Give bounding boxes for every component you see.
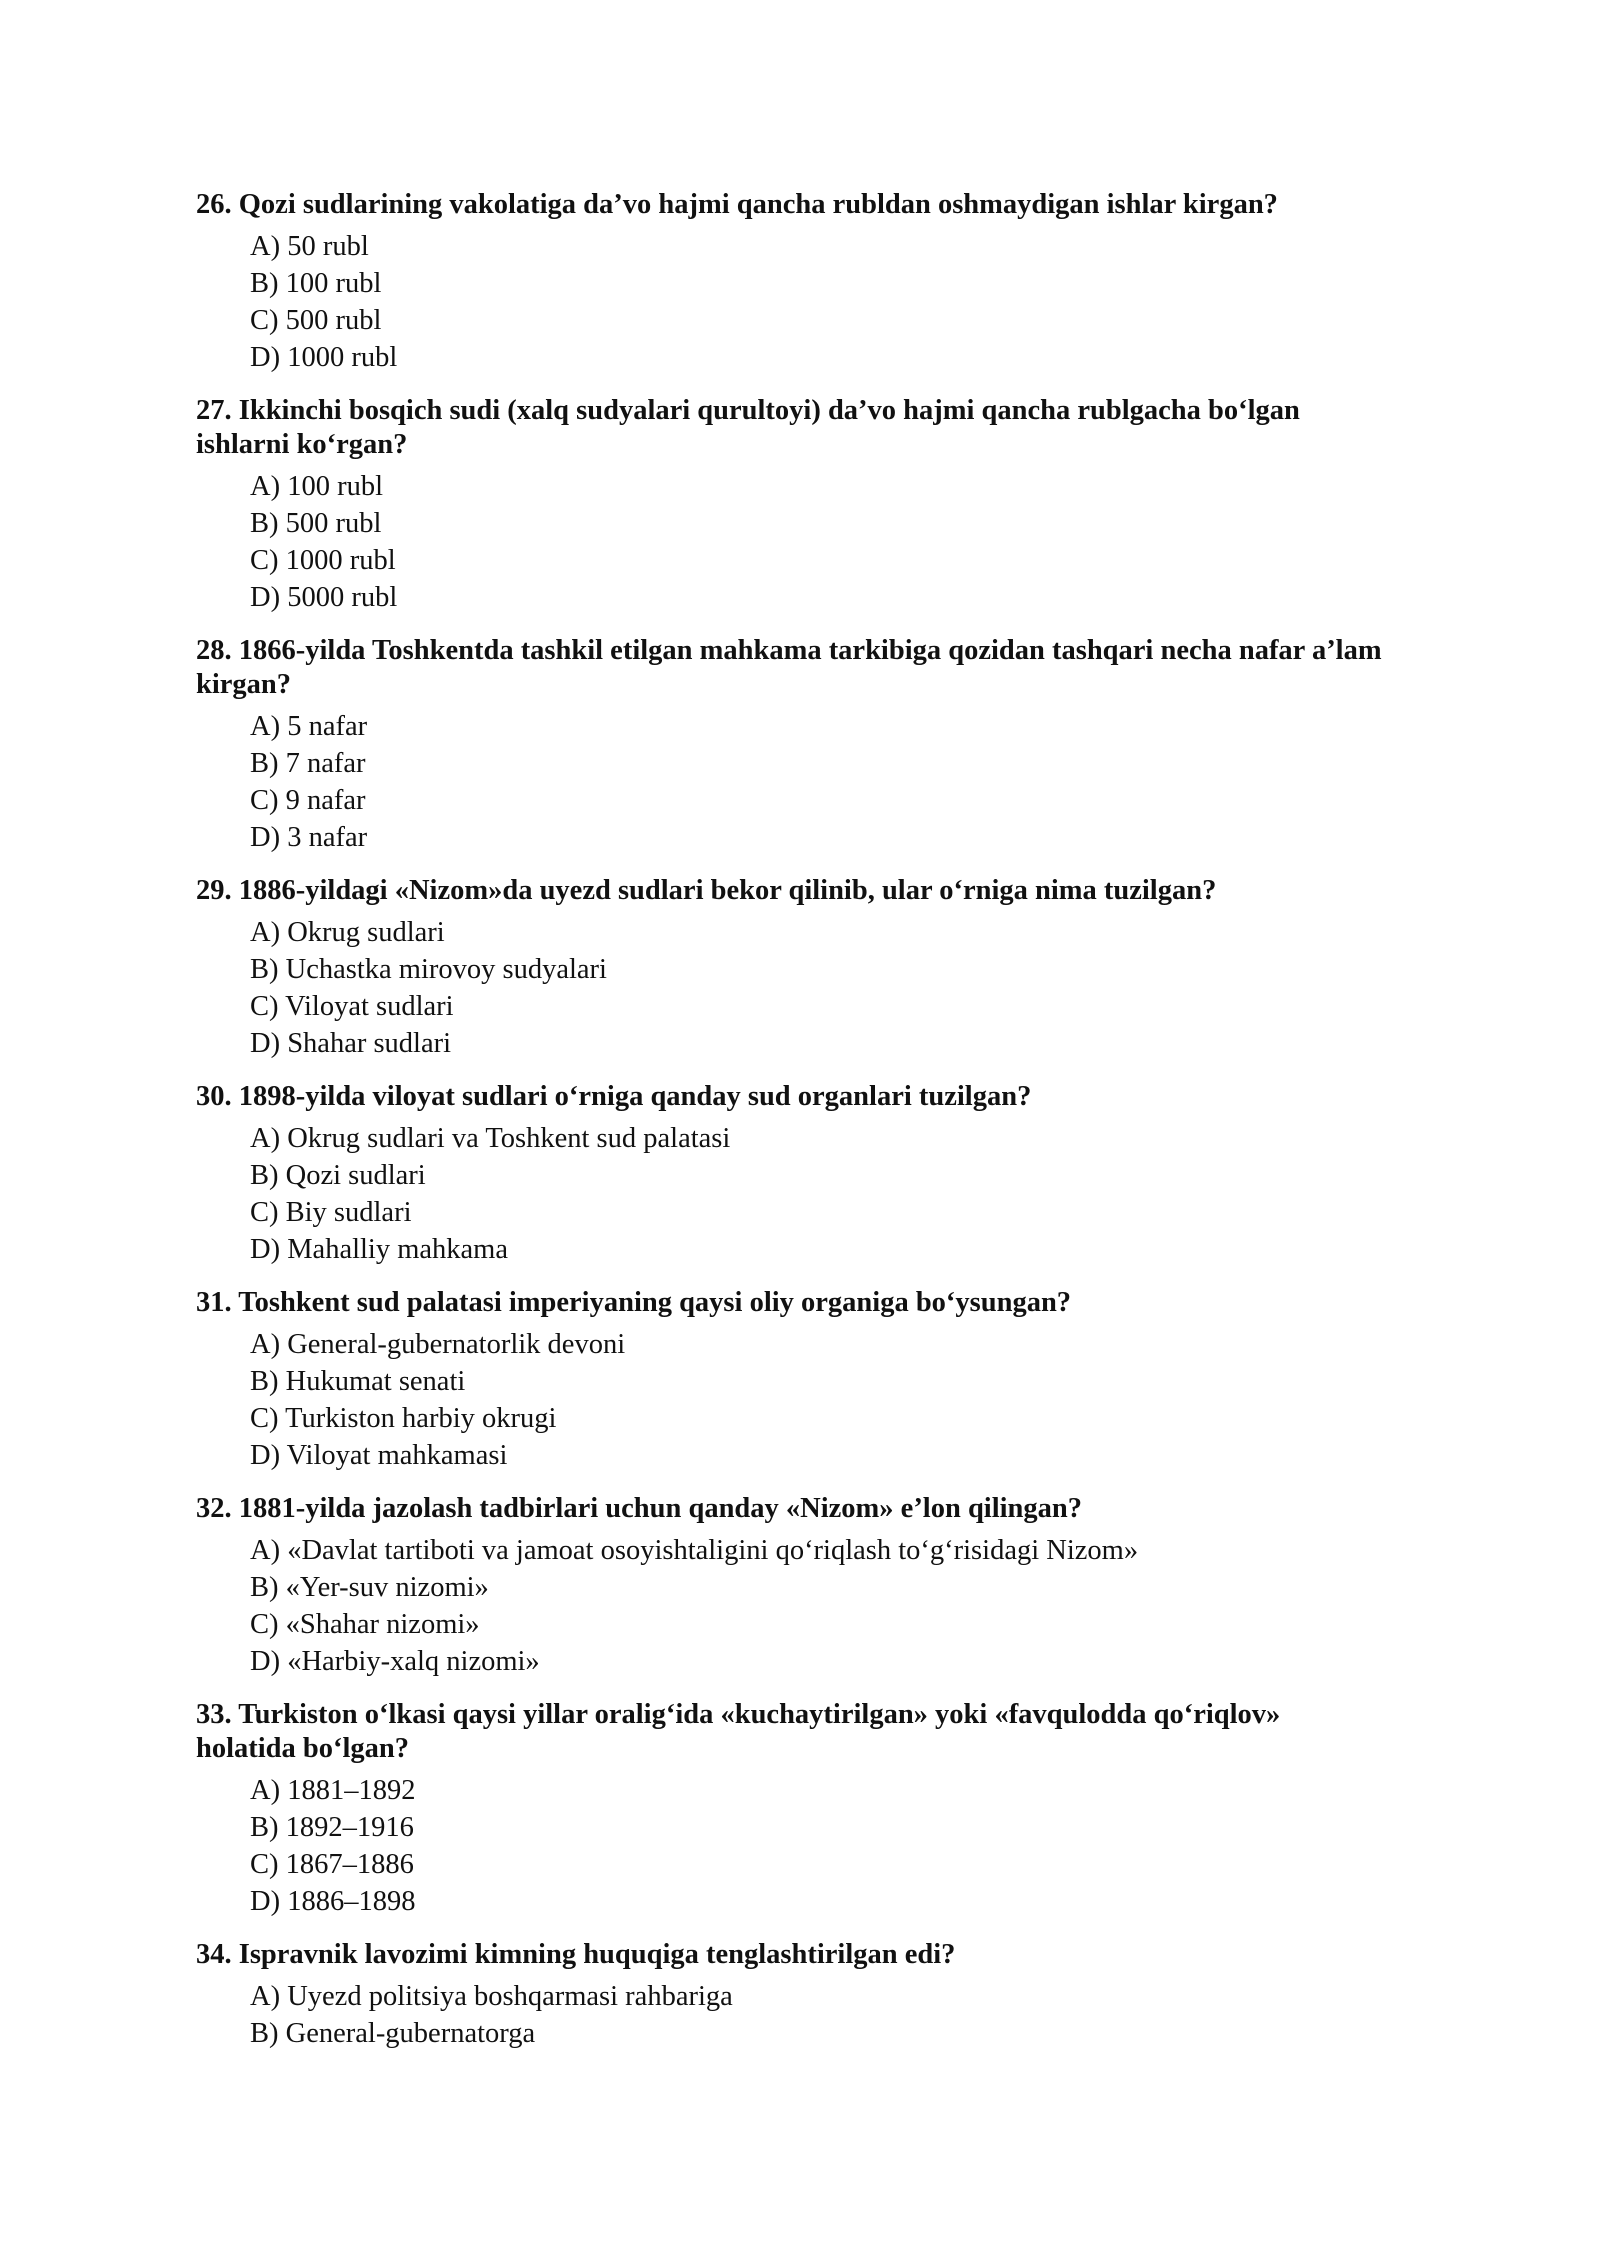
answer-option-a: A) 100 rubl [250, 471, 383, 502]
answer-option-a: A) 1881–1892 [250, 1775, 416, 1806]
question-text: Toshkent sud palatasi imperiyaning qaysi oliy organiga bo‘ysungan? [238, 1287, 1072, 1318]
answer-option-a: A) Uyezd politsiya boshqarmasi rahbariga [250, 1981, 733, 2012]
answer-option-b: B) Qozi sudlari [250, 1160, 426, 1191]
question-33 [196, 1698, 1386, 1920]
answer-options [196, 1532, 1386, 1680]
answer-option-c: C) 9 nafar [250, 785, 366, 816]
question-title [196, 1698, 1386, 1766]
answer-option-b: B) «Yer-suv nizomi» [250, 1572, 489, 1603]
answer-option-d: D) 1000 rubl [250, 342, 398, 373]
answer-option-b: B) 500 rubl [250, 508, 382, 539]
question-text: 1886-yildagi «Nizom»da uyezd sudlari bekor qilinib, ular o‘rniga nima tuzilgan? [238, 875, 1217, 906]
answer-option-b: B) 100 rubl [250, 268, 382, 299]
answer-option-a: A) 50 rubl [250, 231, 369, 262]
answer-option-b: B) General-gubernatorga [250, 2018, 536, 2049]
question-text: Ispravnik lavozimi kimning huquqiga tenglashtirilgan edi? [238, 1939, 956, 1970]
question-number: 27. [196, 395, 232, 426]
answer-option-b: B) 1892–1916 [250, 1812, 414, 1843]
question-29 [196, 874, 1386, 1062]
answer-option-b: B) Hukumat senati [250, 1366, 466, 1397]
question-number: 33. [196, 1699, 232, 1730]
answer-option-d: D) 5000 rubl [250, 582, 398, 613]
answer-option-d: D) 1886–1898 [250, 1886, 416, 1917]
answer-option-c: C) 1000 rubl [250, 545, 396, 576]
question-number: 30. [196, 1081, 232, 1112]
answer-option-d: D) 3 nafar [250, 822, 368, 853]
answer-option-a: A) «Davlat tartiboti va jamoat osoyishtaligini qo‘riqlash to‘g‘risidagi Nizom» [250, 1535, 1139, 1566]
answer-options [196, 228, 1386, 376]
answer-options [196, 1120, 1386, 1268]
question-30 [196, 1080, 1386, 1268]
document-page [196, 188, 1386, 2070]
question-title [196, 1286, 1386, 1320]
question-title [196, 1080, 1386, 1114]
answer-option-c: C) 500 rubl [250, 305, 382, 336]
question-number: 32. [196, 1493, 232, 1524]
question-text: 1898-yilda viloyat sudlari o‘rniga qanday sud organlari tuzilgan? [238, 1081, 1032, 1112]
answer-option-c: C) 1867–1886 [250, 1849, 414, 1880]
answer-option-c: C) Turkiston harbiy okrugi [250, 1403, 557, 1434]
answer-option-d: D) «Harbiy-xalq nizomi» [250, 1646, 540, 1677]
question-text: Ikkinchi bosqich sudi (xalq sudyalari qurultoyi) da’vo hajmi qancha rublgacha bo‘lgan ishlarni ko‘rgan? [196, 395, 1300, 460]
answer-options [196, 1326, 1386, 1474]
answer-option-a: A) 5 nafar [250, 711, 368, 742]
question-number: 29. [196, 875, 232, 906]
answer-option-c: C) Biy sudlari [250, 1197, 412, 1228]
answer-option-a: A) Okrug sudlari va Toshkent sud palatasi [250, 1123, 731, 1154]
question-title [196, 874, 1386, 908]
answer-option-c: C) «Shahar nizomi» [250, 1609, 480, 1640]
question-number: 28. [196, 635, 232, 666]
question-number: 26. [196, 189, 232, 220]
answer-option-a: A) General-gubernatorlik devoni [250, 1329, 626, 1360]
answer-option-d: D) Shahar sudlari [250, 1028, 452, 1059]
answer-option-d: D) Viloyat mahkamasi [250, 1440, 508, 1471]
question-text: 1881-yilda jazolash tadbirlari uchun qanday «Nizom» e’lon qilingan? [238, 1493, 1083, 1524]
question-number: 34. [196, 1939, 232, 1970]
question-text: Qozi sudlarining vakolatiga da’vo hajmi qancha rubldan oshmaydigan ishlar kirgan? [238, 189, 1278, 220]
question-32 [196, 1492, 1386, 1680]
answer-options [196, 914, 1386, 1062]
question-26 [196, 188, 1386, 376]
question-34 [196, 1938, 1386, 2052]
question-27 [196, 394, 1386, 616]
answer-options [196, 1978, 1386, 2052]
answer-options [196, 708, 1386, 856]
answer-option-b: B) Uchastka mirovoy sudyalari [250, 954, 607, 985]
question-title [196, 394, 1386, 462]
question-text: Turkiston o‘lkasi qaysi yillar oralig‘ida «kuchaytirilgan» yoki «favqulodda qo‘riqlov» holatida bo‘lgan? [196, 1699, 1281, 1764]
answer-option-b: B) 7 nafar [250, 748, 366, 779]
question-title [196, 1492, 1386, 1526]
question-title [196, 188, 1386, 222]
answer-options [196, 1772, 1386, 1920]
question-number: 31. [196, 1287, 232, 1318]
question-31 [196, 1286, 1386, 1474]
answer-option-c: C) Viloyat sudlari [250, 991, 454, 1022]
question-28 [196, 634, 1386, 856]
question-text: 1866-yilda Toshkentda tashkil etilgan mahkama tarkibiga qozidan tashqari necha nafar a’lam kirgan? [196, 635, 1382, 700]
answer-option-a: A) Okrug sudlari [250, 917, 445, 948]
question-title [196, 634, 1386, 702]
answer-option-d: D) Mahalliy mahkama [250, 1234, 509, 1265]
question-title [196, 1938, 1386, 1972]
answer-options [196, 468, 1386, 616]
